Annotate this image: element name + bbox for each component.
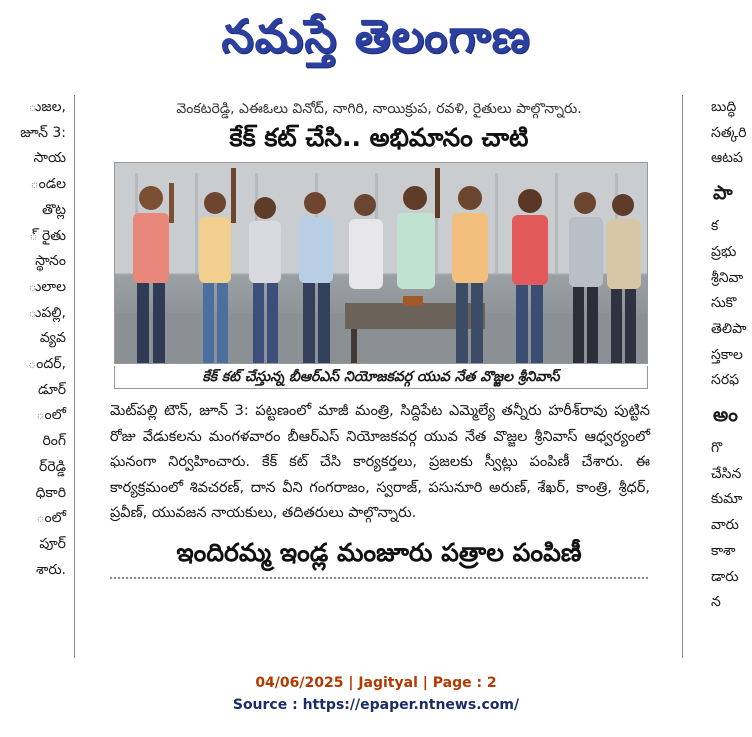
photo-caption: కేక్ కట్ చేస్తున్న బీఆర్ఎస్ నియోజకవర్గ యువ నేత వొజ్జల శ్రీనివాస్: [114, 366, 648, 389]
column-fragment-heading: పా: [713, 182, 733, 205]
cut-off-text-line: [110, 577, 648, 589]
column-fragment-line: ులాల: [28, 278, 66, 295]
column-fragment-line: స్తకాల: [711, 346, 743, 363]
right-column-fragment: [683, 95, 752, 658]
column-fragment-line: బుద్ధి: [711, 99, 737, 115]
source-line: Source : https://epaper.ntnews.com/: [232, 697, 520, 713]
column-fragment-line: వారు: [711, 517, 739, 534]
column-fragment-line: గొ: [711, 440, 723, 457]
column-fragment-line: శారు.: [36, 561, 66, 578]
column-fragment-line: డూర్: [37, 381, 66, 398]
column-fragment-line: ుపల్లి,: [28, 304, 66, 321]
column-fragment-line: ంలో: [36, 510, 66, 527]
column-fragment-line: వ్యవ: [39, 330, 66, 347]
edition-info: 04/06/2025 | Jagityal | Page : 2: [255, 675, 497, 691]
column-fragment-line: ప్రభు: [711, 243, 737, 260]
column-fragment-line: చేసిన: [711, 465, 742, 482]
column-fragment-line: సుకొ: [711, 295, 737, 312]
column-fragment-line: తొట్ల: [41, 201, 66, 218]
column-fragment-line: ఆటప: [711, 150, 743, 167]
column-fragment-line: ంలో: [36, 407, 66, 424]
previous-article-tail: వెంకటరెడ్డి, ఎఈఓలు వినోద్, నాగిరి, నాయిక్రుప, రవళి, రైతులు పాల్గొన్నారు.: [176, 101, 582, 117]
column-fragment-line: క: [711, 218, 719, 235]
column-fragment-line: ధికారి: [35, 484, 66, 501]
column-rule-left: [74, 95, 75, 658]
column-fragment-line: రింగ్: [42, 433, 66, 450]
column-fragment-line: ందర్,: [28, 356, 66, 373]
newspaper-title: నమస్తే తెలంగాణ: [221, 9, 531, 63]
column-fragment-line: సాయ: [33, 150, 66, 167]
column-fragment-line: తెలిపా: [711, 320, 747, 337]
column-fragment-line: స్థానం: [35, 253, 66, 270]
page-footer: [0, 672, 752, 716]
article-clipping: [76, 95, 682, 658]
column-fragment-heading: అం: [713, 404, 738, 427]
second-headline: ఇందిరమ్మ ఇండ్ల మంజూరు పత్రాల పంపిణీ: [176, 537, 582, 567]
column-fragment-line: సత్కరి: [711, 124, 747, 141]
group-celebration-illustration: [115, 163, 647, 363]
column-fragment-line: కాశా: [711, 542, 736, 559]
article-paragraph: మెట్‌పల్లి టౌన్, జూన్ 3: పట్టణంలో మాజీ మంత్రి, సిద్దిపేట ఎమ్మెల్యే తన్నీరు హరీశ్‌రావు పుట్టిన రోజు వేడుకలను మంగళవారం బీఆర్ఎస్ నియోజకవర్గ యువ నేత వొజ్జల శ్రీనివాస్ ఆధ్వర్యంలో ఘనంగా నిర్వహించారు. కేక్ కట్ చేసి కార్యకర్తలు, ప్రజలకు స్వీట్లు పంపిణీ చేశారు. ఈ కార్యక్రమంలో శివచరణ్, దాన వీని గంగరాజం, స్వరాజ్, పసునూరి అరుణ్, శేఖర్, కాంత్రి, శ్రీధర్, ప్రవీణ్, యువజన నాయకులు, తదితరులు పాల్గొన్నారు.: [110, 403, 650, 521]
column-fragment-line: శ్రీనివా: [711, 269, 744, 286]
column-fragment-line: ్ రైతు: [29, 227, 66, 244]
column-fragment-line: ుజల,: [28, 99, 66, 115]
column-fragment-line: డారు: [711, 568, 739, 585]
column-fragment-line: జూన్ 3:: [20, 124, 66, 141]
column-fragment-line: ండల: [30, 176, 66, 193]
column-fragment-line: సరఫ: [711, 372, 740, 389]
column-fragment-line: ర్‌రెడ్డి: [39, 458, 66, 475]
left-column-fragment: [0, 95, 72, 658]
article-body: [110, 399, 650, 527]
news-photo: [114, 162, 648, 364]
column-fragment-line: న: [711, 594, 721, 611]
article-headline: కేక్ కట్ చేసి.. అభిమానం చాటి: [229, 123, 529, 152]
column-fragment-line: కుమా: [711, 491, 743, 508]
column-fragment-line: పూర్: [39, 535, 66, 552]
masthead: [0, 0, 752, 72]
